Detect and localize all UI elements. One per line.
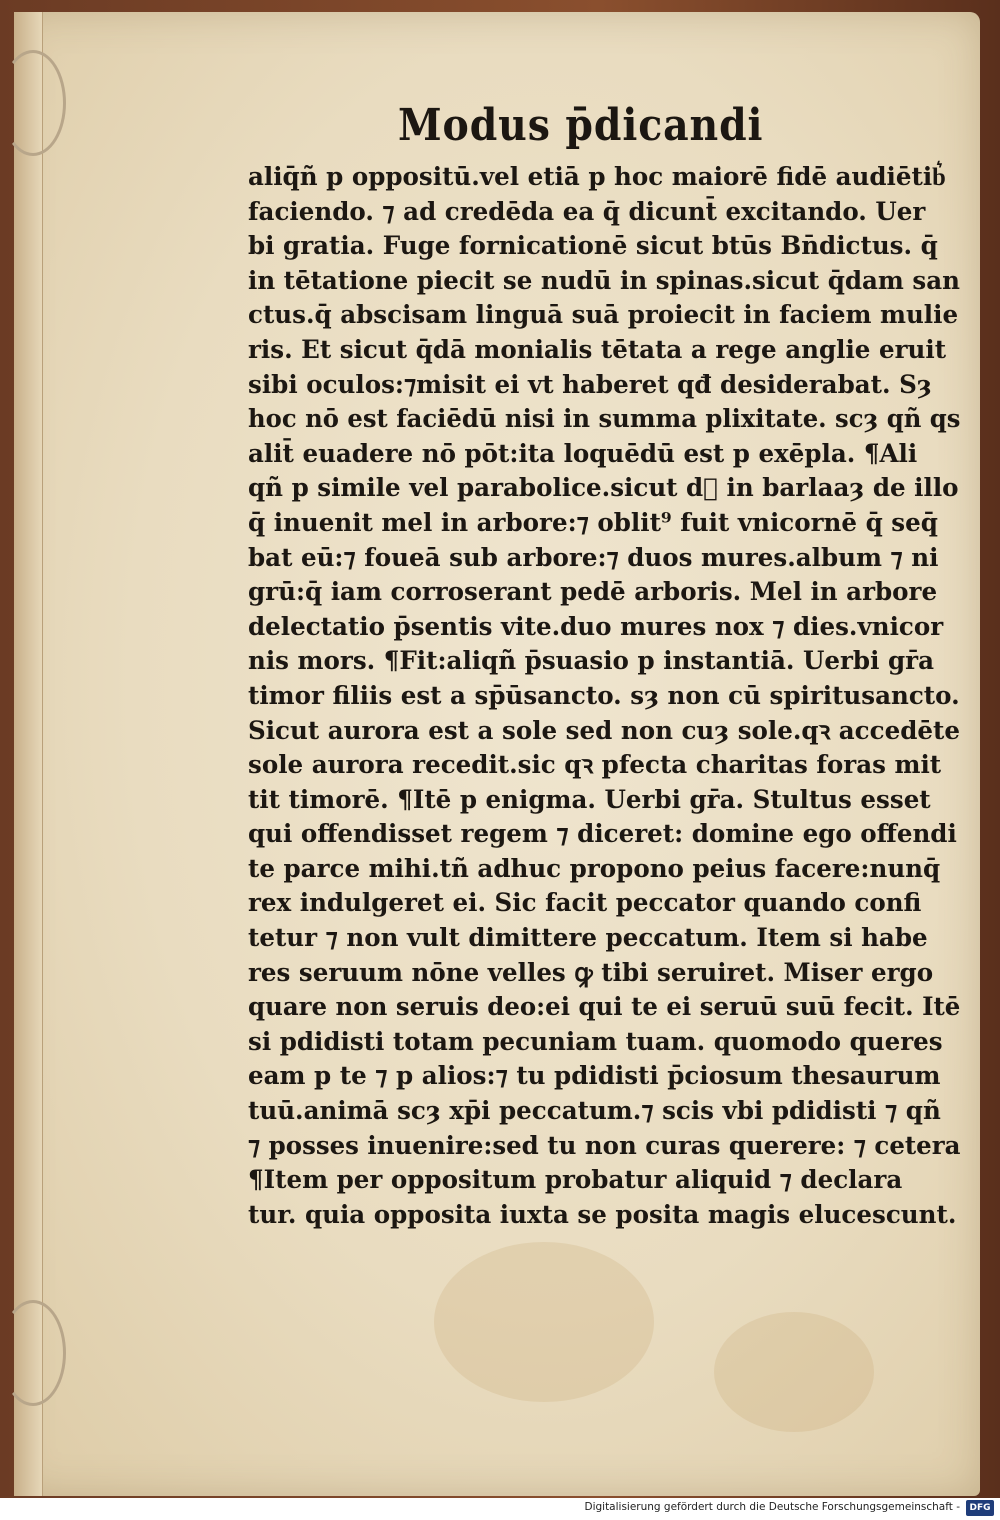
text-line: ¶Item per oppositum probatur aliquid ⁊ declara [248,1165,903,1195]
text-line: bi gratia. Fuge fornicationē sicut btūs Bn̄dictus. q̄ [248,231,938,261]
paper-stain [434,1242,654,1402]
text-line: nis mors. ¶Fit:aliqñ p̄suasio p instantiā. Uerbi gr̄a [248,646,934,676]
text-line: te parce mihi.tñ adhuc propono peius facere:nunq̄ [248,853,941,883]
text-line: hoc nō est faciēdū nisi in summa plixitate. scȝ qñ qs [248,404,961,434]
text-line: eam p te ⁊ p alios:⁊ tu pdidisti p̄ciosum thesaurum [248,1061,941,1091]
text-line: ris. Et sicut q̄dā monialis tētata a rege anglie eruit [248,334,947,364]
text-line: aliq̄ñ p oppositū.vel etiā p hoc maiorē fidē audiētib͛ [248,162,946,191]
footer-bar [0,1498,1000,1520]
text-line: Sicut aurora est a sole sed non cuȝ sole.qꝛ accedēte [248,715,960,745]
dfg-logo: DFG [966,1500,994,1516]
text-line: faciendo. ⁊ ad credēda ea q̄ dicunt̄ excitando. Uer [248,196,926,226]
text-line: bat eū:⁊ foueā sub arbore:⁊ duos mures.album ⁊ ni [248,542,939,572]
text-line: timor filiis est a sp̄ūsancto. sȝ non cū spiritusancto. [248,680,960,710]
running-header: Modus p̄dicandi [398,100,764,151]
text-line: si pdidisti totam pecuniam tuam. quomodo queres [248,1026,943,1056]
text-line: sole aurora recedit.sic qꝛ pfecta charitas foras mit [248,750,942,780]
text-line: in tētatione piecit se nudū in spinas.sicut q̄dam san [248,265,960,295]
text-line: tur. quia opposita iuxta se posita magis elucescunt. [248,1199,957,1229]
text-line: quare non seruis deo:ei qui te ei seruū suū fecit. Itē [248,992,961,1022]
text-line: ctus.q̄ abscisam linguā suā proiecit in faciem mulie [248,300,959,330]
footer-credit: Digitalisierung gefördert durch die Deutsche Forschungsgemeinschaft - [584,1501,960,1513]
text-line: q̄ inuenit mel in arbore:⁊ oblit⁹ fuit vnicornē q̄ seq̄ [248,507,938,537]
text-line: tuū.animā scȝ xp̄i peccatum.⁊ scis vbi pdidisti ⁊ qñ [248,1096,941,1126]
text-line: qñ p simile vel parabolice.sicut dᷓ in barlaaȝ de illo [248,473,959,503]
text-line: delectatio p̄sentis vite.duo mures nox ⁊ dies.vnicor [248,611,944,641]
text-line: res seruum nōne velles ꝙ tibi seruiret. Miser ergo [248,957,934,987]
text-line: tetur ⁊ non vult dimittere peccatum. Item si habe [248,923,928,953]
text-line: tit timorē. ¶Itē p enigma. Uerbi gr̄a. Stultus esset [248,784,931,814]
text-line: ⁊ posses inuenire:sed tu non curas querere: ⁊ cetera [248,1130,961,1160]
page-binding-edge [14,12,43,1496]
text-line: alit̄ euadere nō pōt:ita loquēdū est p exēpla. ¶Ali [248,438,918,468]
paper-stain [714,1312,874,1432]
text-line: grū:q̄ iam corroserant pedē arboris. Mel in arbore [248,577,938,607]
text-line: rex indulgeret ei. Sic facit peccator quando confi [248,888,922,918]
text-line: qui offendisset regem ⁊ diceret: domine ego offendi [248,819,957,849]
text-line: sibi oculos:⁊misit ei vt haberet qđ desiderabat. Sȝ [248,369,932,399]
text-column [248,160,973,1232]
binding-ring [0,50,66,156]
binding-ring [0,1300,66,1406]
